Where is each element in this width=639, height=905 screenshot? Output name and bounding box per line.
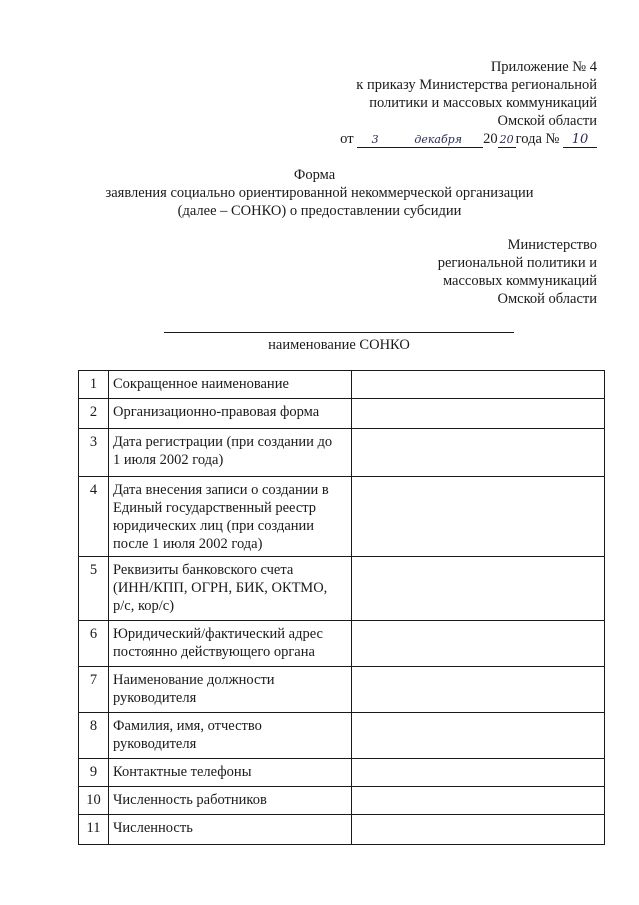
row-value-field[interactable] — [352, 667, 605, 713]
row-number: 2 — [79, 399, 109, 429]
row-label-line: руководителя — [113, 690, 197, 706]
sonko-name-field[interactable] — [164, 332, 514, 333]
sonko-name-caption: наименование СОНКО — [268, 337, 410, 353]
row-label-line: Дата регистрации (при создании до — [113, 434, 333, 450]
table-row — [79, 759, 605, 787]
row-number: 4 — [79, 477, 109, 557]
order-year-field — [498, 132, 516, 148]
appendix-line: Омской области — [497, 113, 597, 129]
table-row — [79, 399, 605, 429]
form-title — [0, 166, 639, 220]
table-row — [79, 815, 605, 845]
addressee-line: Омской области — [497, 291, 597, 307]
table-row — [79, 371, 605, 399]
row-label-line: Организационно-правовая форма — [113, 404, 320, 420]
appendix-header — [297, 58, 597, 148]
appendix-line: политики и массовых коммуникаций — [369, 95, 597, 111]
order-year-label: года № — [515, 131, 560, 147]
row-number: 8 — [79, 713, 109, 759]
addressee-block — [297, 236, 597, 308]
table-row — [79, 621, 605, 667]
row-number: 11 — [79, 815, 109, 845]
row-value-field[interactable] — [352, 713, 605, 759]
row-label-line: после 1 июля 2002 года) — [113, 536, 263, 552]
table-row — [79, 713, 605, 759]
row-label — [109, 371, 352, 399]
row-label-line: Наименование должности — [113, 672, 275, 688]
row-label — [109, 557, 352, 621]
row-label-line: руководителя — [113, 736, 197, 752]
order-year-prefix: 20 — [483, 131, 498, 147]
appendix-line: Приложение № 4 — [490, 59, 597, 75]
row-value-field[interactable] — [352, 557, 605, 621]
addressee-line: массовых коммуникаций — [442, 273, 597, 289]
order-year-suffix: 20 — [499, 133, 514, 146]
row-label — [109, 667, 352, 713]
row-label — [109, 759, 352, 787]
order-day: 3 — [371, 133, 379, 146]
row-number: 1 — [79, 371, 109, 399]
row-number: 7 — [79, 667, 109, 713]
order-prefix: от — [340, 131, 354, 147]
row-label-line: Реквизиты банковского счета — [113, 562, 294, 578]
row-label — [109, 429, 352, 477]
row-value-field[interactable] — [352, 759, 605, 787]
row-number: 3 — [79, 429, 109, 477]
order-month-field — [393, 132, 483, 148]
row-label-line: Численность — [113, 820, 193, 836]
row-label-line: Фамилия, имя, отчество — [113, 718, 262, 734]
table-row — [79, 557, 605, 621]
row-label-line: юридических лиц (при создании — [113, 518, 315, 534]
row-label-line: Сокращенное наименование — [113, 376, 289, 392]
order-month: декабря — [414, 133, 462, 146]
row-value-field[interactable] — [352, 815, 605, 845]
row-label-line: р/с, кор/с) — [113, 598, 175, 614]
row-label-line: постоянно действующего органа — [113, 644, 315, 660]
row-label-line: (ИНН/КПП, ОГРН, БИК, ОКТМО, — [113, 580, 328, 596]
row-label — [109, 621, 352, 667]
row-value-field[interactable] — [352, 621, 605, 667]
row-value-field[interactable] — [352, 371, 605, 399]
row-label — [109, 477, 352, 557]
form-title-line: заявления социально ориентированной некоммерческой организации — [105, 185, 534, 201]
order-date-line — [297, 130, 597, 148]
row-label-line: 1 июля 2002 года) — [113, 452, 224, 468]
appendix-line: к приказу Министерства региональной — [356, 77, 597, 93]
row-number: 6 — [79, 621, 109, 667]
form-title-line: (далее – СОНКО) о предоставлении субсидии — [177, 203, 462, 219]
table-row — [79, 667, 605, 713]
row-label — [109, 815, 352, 845]
row-number: 9 — [79, 759, 109, 787]
table-row — [79, 429, 605, 477]
addressee-line: Министерство — [507, 237, 597, 253]
row-label — [109, 399, 352, 429]
order-number-field — [563, 132, 597, 148]
application-table-body — [79, 371, 605, 845]
row-label-line: Численность работников — [113, 792, 267, 808]
table-row — [79, 477, 605, 557]
row-number: 10 — [79, 787, 109, 815]
row-value-field[interactable] — [352, 429, 605, 477]
row-value-field[interactable] — [352, 477, 605, 557]
row-number: 5 — [79, 557, 109, 621]
row-label-line: Юридический/фактический адрес — [113, 626, 323, 642]
row-label-line: Контактные телефоны — [113, 764, 252, 780]
row-label-line: Дата внесения записи о создании в — [113, 482, 329, 498]
addressee-line: региональной политики и — [437, 255, 597, 271]
order-number: 10 — [571, 132, 589, 147]
application-table — [78, 370, 605, 845]
row-label-line: Единый государственный реестр — [113, 500, 317, 516]
row-value-field[interactable] — [352, 399, 605, 429]
row-value-field[interactable] — [352, 787, 605, 815]
table-row — [79, 787, 605, 815]
row-label — [109, 787, 352, 815]
form-title-line: Форма — [293, 167, 336, 183]
row-label — [109, 713, 352, 759]
order-day-field — [357, 132, 393, 148]
